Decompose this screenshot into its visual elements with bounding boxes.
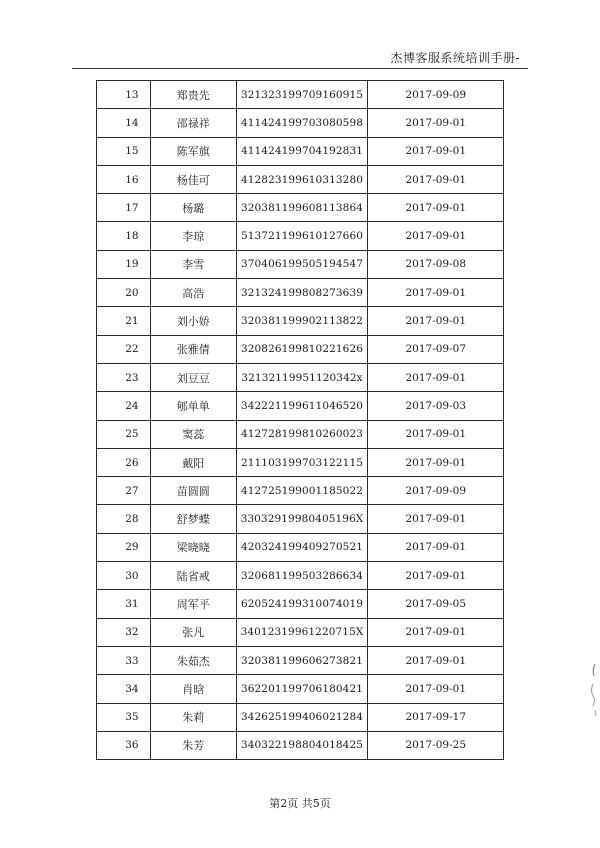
table-row (97, 618, 504, 646)
date-cell: 2017-09-09 (368, 81, 504, 109)
date-cell: 2017-09-01 (368, 165, 504, 193)
table-row (97, 448, 504, 476)
running-header-title: 杰博客服系统培训手册- (390, 51, 520, 65)
row-number-cell: 17 (97, 194, 151, 222)
table-row (97, 590, 504, 618)
row-number-cell: 29 (97, 533, 151, 561)
table-row (97, 165, 504, 193)
name-cell: 朱芳 (150, 731, 236, 759)
id-number-cell: 211103199703122115 (236, 448, 368, 476)
id-number-cell: 320381199608113864 (236, 194, 368, 222)
row-number-cell: 13 (97, 81, 151, 109)
row-number-cell: 35 (97, 703, 151, 731)
date-cell: 2017-09-09 (368, 477, 504, 505)
id-number-cell: 320826199810221626 (236, 335, 368, 363)
table-row (97, 392, 504, 420)
date-cell: 2017-09-08 (368, 250, 504, 278)
id-number-cell: 420324199409270521 (236, 533, 368, 561)
id-number-cell: 321323199709160915 (236, 81, 368, 109)
name-cell: 杨璐 (150, 194, 236, 222)
date-cell: 2017-09-01 (368, 533, 504, 561)
id-number-cell: 412725199001185022 (236, 477, 368, 505)
name-cell: 刘豆豆 (150, 363, 236, 391)
roster-body (97, 81, 504, 760)
name-cell: 刘小娇 (150, 307, 236, 335)
table-row (97, 194, 504, 222)
row-number-cell: 14 (97, 109, 151, 137)
date-cell: 2017-09-05 (368, 590, 504, 618)
id-number-cell: 370406199505194547 (236, 250, 368, 278)
table-row (97, 420, 504, 448)
name-cell: 肖晗 (150, 675, 236, 703)
row-number-cell: 23 (97, 363, 151, 391)
id-number-cell: 620524199310074019 (236, 590, 368, 618)
row-number-cell: 15 (97, 137, 151, 165)
row-number-cell: 20 (97, 279, 151, 307)
name-cell: 陆省戒 (150, 562, 236, 590)
id-number-cell: 320381199606273821 (236, 646, 368, 674)
row-number-cell: 24 (97, 392, 151, 420)
date-cell: 2017-09-01 (368, 675, 504, 703)
id-number-cell: 412728199810260023 (236, 420, 368, 448)
row-number-cell: 31 (97, 590, 151, 618)
row-number-cell: 27 (97, 477, 151, 505)
id-number-cell: 412823199610313280 (236, 165, 368, 193)
date-cell: 2017-09-01 (368, 194, 504, 222)
id-number-cell: 340322198804018425 (236, 731, 368, 759)
row-number-cell: 28 (97, 505, 151, 533)
name-cell: 梁晓晓 (150, 533, 236, 561)
name-cell: 窦蕊 (150, 420, 236, 448)
id-number-cell: 320681199503286634 (236, 562, 368, 590)
row-number-cell: 16 (97, 165, 151, 193)
page-footer: 第2页 共5页 (269, 797, 331, 810)
date-cell: 2017-09-01 (368, 137, 504, 165)
date-cell: 2017-09-03 (368, 392, 504, 420)
name-cell: 苗圆圆 (150, 477, 236, 505)
id-number-cell: 342221199611046520 (236, 392, 368, 420)
row-number-cell: 19 (97, 250, 151, 278)
date-cell: 2017-09-01 (368, 646, 504, 674)
name-cell: 郑贵先 (150, 81, 236, 109)
name-cell: 李琼 (150, 222, 236, 250)
date-cell: 2017-09-01 (368, 562, 504, 590)
name-cell: 郇单单 (150, 392, 236, 420)
id-number-cell: 32132119951120342x (236, 363, 368, 391)
name-cell: 张雅倩 (150, 335, 236, 363)
id-number-cell: 411424199703080598 (236, 109, 368, 137)
row-number-cell: 18 (97, 222, 151, 250)
table-row (97, 675, 504, 703)
row-number-cell: 22 (97, 335, 151, 363)
name-cell: 李雪 (150, 250, 236, 278)
table-row (97, 731, 504, 759)
name-cell: 高浩 (150, 279, 236, 307)
date-cell: 2017-09-01 (368, 279, 504, 307)
date-cell: 2017-09-01 (368, 109, 504, 137)
date-cell: 2017-09-01 (368, 420, 504, 448)
date-cell: 2017-09-01 (368, 222, 504, 250)
name-cell: 朱茹杰 (150, 646, 236, 674)
scan-margin-mark (586, 660, 600, 720)
row-number-cell: 21 (97, 307, 151, 335)
row-number-cell: 34 (97, 675, 151, 703)
table-row (97, 646, 504, 674)
table-row (97, 81, 504, 109)
id-number-cell: 342625199406021284 (236, 703, 368, 731)
table-row (97, 335, 504, 363)
date-cell: 2017-09-25 (368, 731, 504, 759)
table-row (97, 477, 504, 505)
header-rule (72, 68, 528, 69)
staff-roster-table (96, 80, 504, 760)
row-number-cell: 26 (97, 448, 151, 476)
name-cell: 舒梦蝶 (150, 505, 236, 533)
date-cell: 2017-09-17 (368, 703, 504, 731)
name-cell: 张凡 (150, 618, 236, 646)
date-cell: 2017-09-01 (368, 307, 504, 335)
date-cell: 2017-09-01 (368, 363, 504, 391)
id-number-cell: 33032919980405196X (236, 505, 368, 533)
table-row (97, 703, 504, 731)
table-row (97, 562, 504, 590)
row-number-cell: 30 (97, 562, 151, 590)
id-number-cell: 321324199808273639 (236, 279, 368, 307)
table-row (97, 505, 504, 533)
table-row (97, 109, 504, 137)
name-cell: 邵禄祥 (150, 109, 236, 137)
id-number-cell: 320381199902113822 (236, 307, 368, 335)
name-cell: 陈军旗 (150, 137, 236, 165)
id-number-cell: 513721199610127660 (236, 222, 368, 250)
table-row (97, 307, 504, 335)
table-row (97, 279, 504, 307)
date-cell: 2017-09-07 (368, 335, 504, 363)
row-number-cell: 36 (97, 731, 151, 759)
table-row (97, 137, 504, 165)
date-cell: 2017-09-01 (368, 448, 504, 476)
table-row (97, 533, 504, 561)
date-cell: 2017-09-01 (368, 505, 504, 533)
id-number-cell: 362201199706180421 (236, 675, 368, 703)
row-number-cell: 32 (97, 618, 151, 646)
table-row (97, 363, 504, 391)
table-row (97, 250, 504, 278)
id-number-cell: 411424199704192831 (236, 137, 368, 165)
name-cell: 杨佳可 (150, 165, 236, 193)
id-number-cell: 34012319961220715X (236, 618, 368, 646)
row-number-cell: 25 (97, 420, 151, 448)
date-cell: 2017-09-01 (368, 618, 504, 646)
name-cell: 戴阳 (150, 448, 236, 476)
name-cell: 周军平 (150, 590, 236, 618)
name-cell: 朱莉 (150, 703, 236, 731)
row-number-cell: 33 (97, 646, 151, 674)
table-row (97, 222, 504, 250)
